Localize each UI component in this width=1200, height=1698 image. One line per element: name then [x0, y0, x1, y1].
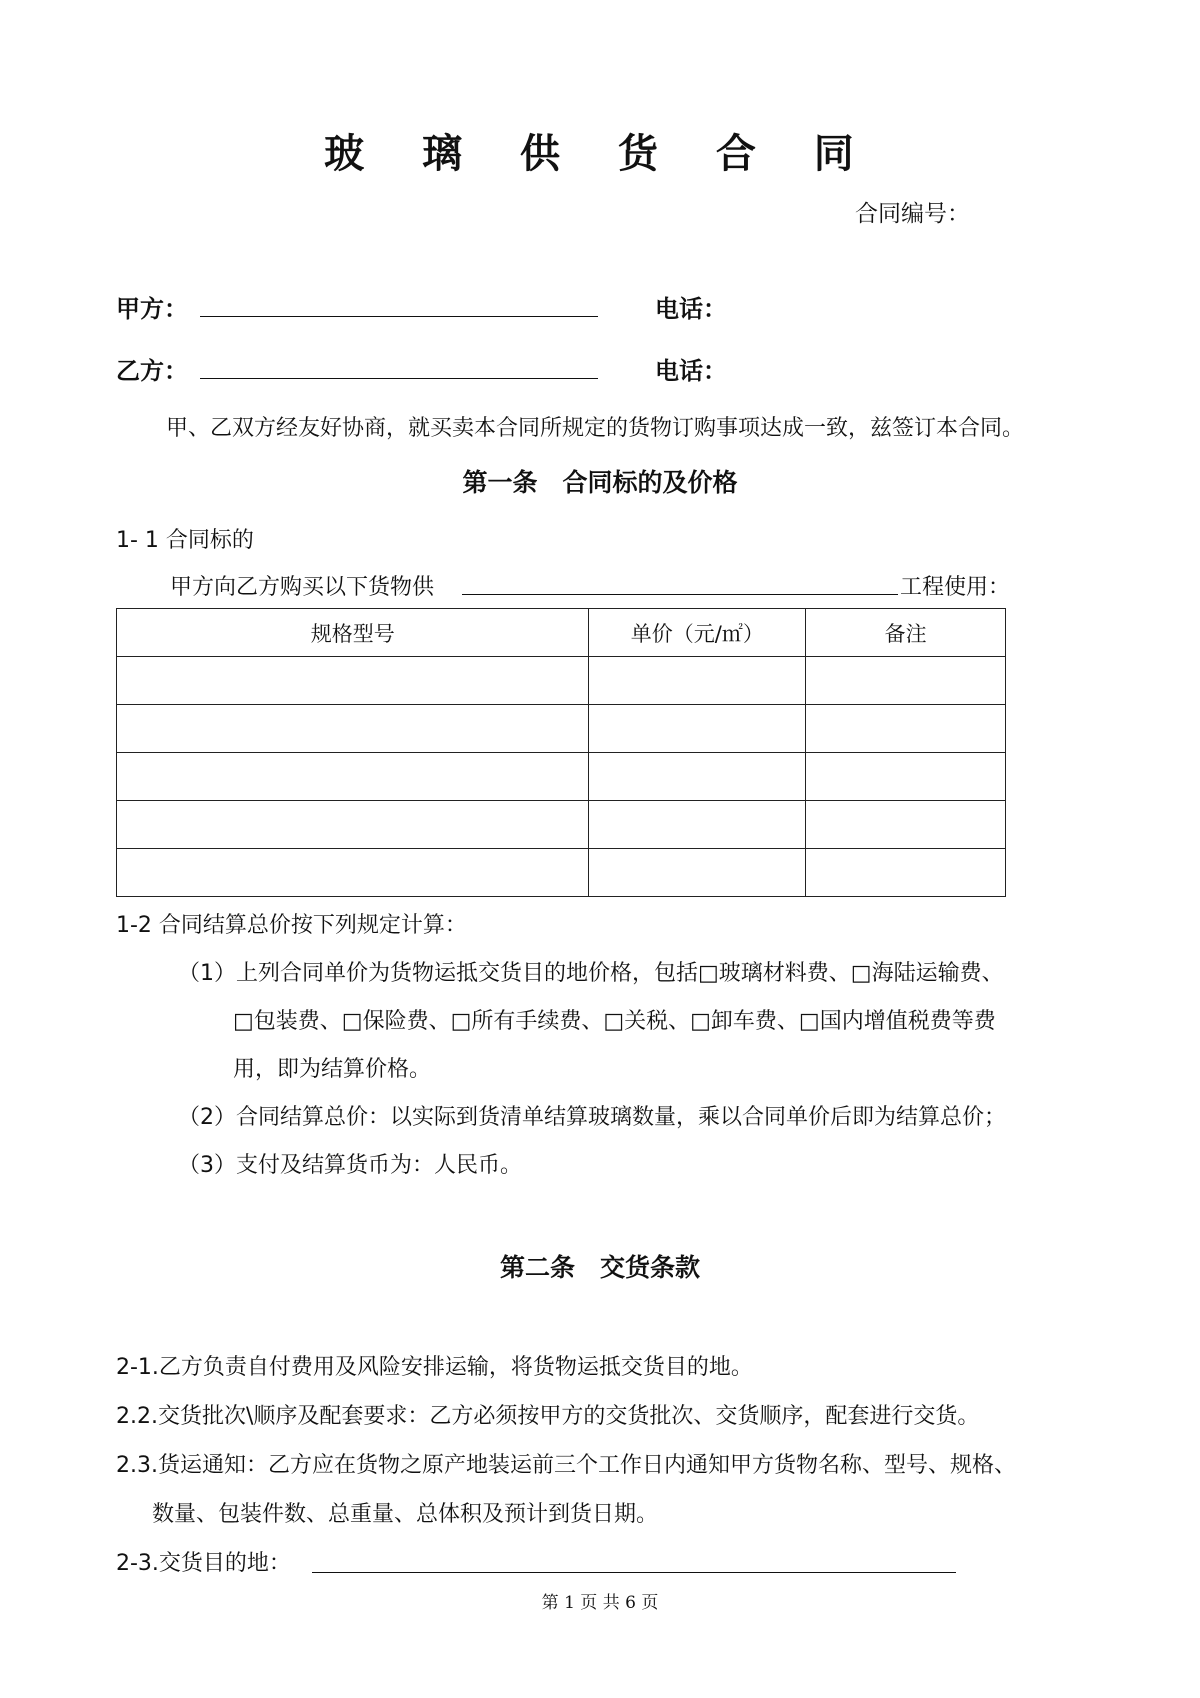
purchase-line-start: 甲方向乙方购买以下货物供: [170, 575, 435, 600]
clause-1-2-title: 1-2 合同结算总价按下列规定计算：: [116, 913, 467, 938]
party-a-label: 甲方：: [116, 295, 188, 323]
table-cell[interactable]: [806, 801, 1006, 849]
table-cell[interactable]: [806, 753, 1006, 801]
clause-1-1-title: 1- 1 合同标的: [116, 528, 254, 553]
party-a-phone-label: 电话：: [655, 295, 727, 323]
party-b-blank-line[interactable]: [200, 378, 598, 379]
table-cell[interactable]: [589, 849, 806, 897]
table-cell[interactable]: [117, 801, 589, 849]
table-row: [117, 849, 1006, 897]
table-cell[interactable]: [806, 705, 1006, 753]
clause-2-1: 2-1.乙方负责自付费用及风险安排运输，将货物运抵交货目的地。: [116, 1355, 753, 1380]
table-cell[interactable]: [117, 849, 589, 897]
page-number-footer: 第 1 页 共 6 页: [541, 1593, 659, 1613]
table-cell[interactable]: [117, 657, 589, 705]
clause-2-3-line-1: 2.3.货运通知：乙方应在货物之原产地装运前三个工作日内通知甲方货物名称、型号、规格、: [116, 1453, 1016, 1478]
delivery-destination-blank-line[interactable]: [312, 1572, 956, 1573]
column-header-unit-price: 单价（元/㎡）: [589, 609, 806, 657]
table-cell[interactable]: [589, 801, 806, 849]
table-row: [117, 657, 1006, 705]
clause-1-2-item-1-line-2: □包装费、□保险费、□所有手续费、□关税、□卸车费、□国内增值税费等费: [233, 1009, 996, 1034]
party-b-phone-label: 电话：: [655, 357, 727, 385]
table-cell[interactable]: [589, 705, 806, 753]
article-2-heading: 第二条 交货条款: [499, 1253, 700, 1282]
project-name-blank-line[interactable]: [462, 594, 898, 595]
table-cell[interactable]: [806, 657, 1006, 705]
party-a-blank-line[interactable]: [200, 316, 598, 317]
contract-number-label: 合同编号：: [855, 201, 970, 227]
table-row: [117, 801, 1006, 849]
clause-1-2-item-1-line-3: 用，即为结算价格。: [233, 1057, 432, 1082]
delivery-destination-label: 2-3.交货目的地：: [116, 1551, 291, 1576]
clause-1-2-item-3: （3）支付及结算货币为：人民币。: [178, 1153, 522, 1178]
document-title: 玻 璃 供 货 合 同: [324, 130, 876, 177]
table-cell[interactable]: [589, 753, 806, 801]
price-table: [116, 608, 1006, 897]
table-cell[interactable]: [117, 705, 589, 753]
clause-1-2-item-2: （2）合同结算总价：以实际到货清单结算玻璃数量，乘以合同单价后即为结算总价；: [178, 1105, 1006, 1130]
clause-1-2-item-1-line-1: （1）上列合同单价为货物运抵交货目的地价格，包括□玻璃材料费、□海陆运输费、: [178, 961, 1004, 986]
table-cell[interactable]: [806, 849, 1006, 897]
clause-2-3-line-2: 数量、包装件数、总重量、总体积及预计到货日期。: [152, 1502, 659, 1527]
table-header-row: [117, 609, 1006, 657]
column-header-remarks: 备注: [806, 609, 1006, 657]
table-cell[interactable]: [117, 753, 589, 801]
purchase-line-end: 工程使用：: [900, 575, 1011, 600]
column-header-spec: 规格型号: [117, 609, 589, 657]
party-b-label: 乙方：: [116, 357, 188, 385]
table-row: [117, 753, 1006, 801]
intro-paragraph: 甲、乙双方经友好协商，就买卖本合同所规定的货物订购事项达成一致，兹签订本合同。: [166, 416, 1025, 441]
article-1-heading: 第一条 合同标的及价格: [462, 468, 738, 497]
table-cell[interactable]: [589, 657, 806, 705]
table-row: [117, 705, 1006, 753]
clause-2-2: 2.2.交货批次\顺序及配套要求：乙方必须按甲方的交货批次、交货顺序，配套进行交货。: [116, 1404, 980, 1429]
